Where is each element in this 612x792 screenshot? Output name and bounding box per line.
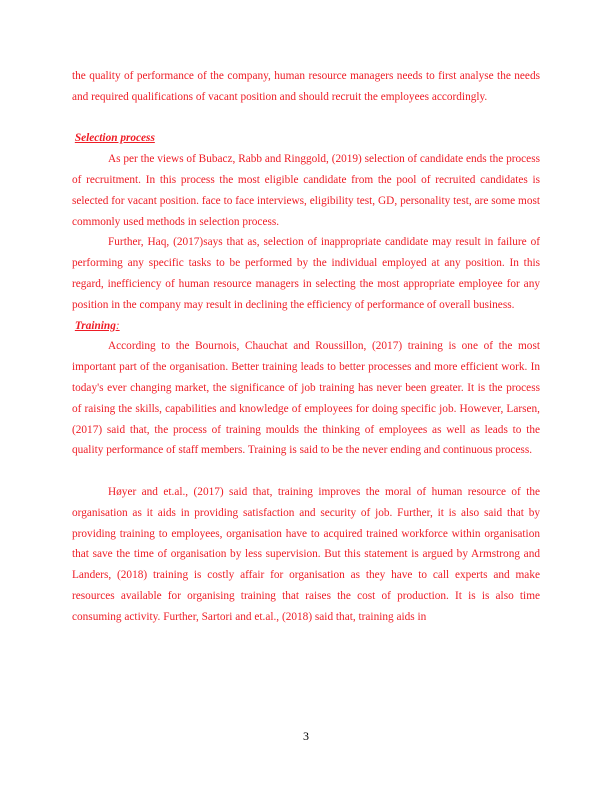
- training-heading: Training: [74, 319, 116, 332]
- page-number: 3: [303, 729, 309, 743]
- paragraph-spacer: [72, 461, 540, 482]
- page-body: [72, 66, 540, 628]
- selection-process-heading: Selection process: [74, 132, 155, 145]
- selection-paragraph-2: Further, Haq, (2017)says that as, selection of inappropriate candidate may result in failure of performing any specific tasks to be performed by the individual employed at any position. In this regard, inefficiency of human resource managers in selecting the most appropriate employee for any position in the company may result in declining the efficiency of performance of overall business.: [72, 236, 540, 311]
- selection-paragraph-1: As per the views of Bubacz, Rabb and Ringgold, (2019) selection of candidate ends the process of recruitment. In this process the most eligible candidate from the pool of recruited candidates is selected for vacant position. face to face interviews, eligibility test, GD, personality test, are some most commonly used methods in selection process.: [72, 153, 540, 228]
- paragraph-spacer: [72, 108, 540, 129]
- training-heading-colon: :: [115, 319, 120, 332]
- training-paragraph-2: Høyer and et.al., (2017) said that, training improves the moral of human resource of the organisation as it aids in providing satisfaction and security of job. Further, it is also said that by providing training to employees, organisation have to acquired trained workforce within organisation that save the time of organisation by less supervision. But this statement is argued by Armstrong and Landers, (2018) training is costly affair for organisation as they have to call experts and make resources available for organising training that raises the cost of production. It is is also time consuming activity. Further, Sartori and et.al., (2018) said that, training aids in: [72, 485, 540, 623]
- training-heading-line: [72, 316, 540, 337]
- intro-continuation-paragraph: the quality of performance of the company, human resource managers needs to first analyse the needs and required qualifications of vacant position and should recruit the employees accordingly.: [72, 70, 540, 103]
- selection-heading-line: [72, 128, 540, 149]
- training-paragraph-1: According to the Bournois, Chauchat and Roussillon, (2017) training is one of the most important part of the organisation. Better training leads to better processes and more efficient work. In today's ever changing market, the significance of job training has never been greater. It is the process of raising the skills, capabilities and knowledge of employees for doing specific job. However, Larsen, (2017) said that, the process of training moulds the thinking of employees as well as leads to the quality performance of staff members. Training is said to be the never ending and continuous process.: [72, 340, 540, 457]
